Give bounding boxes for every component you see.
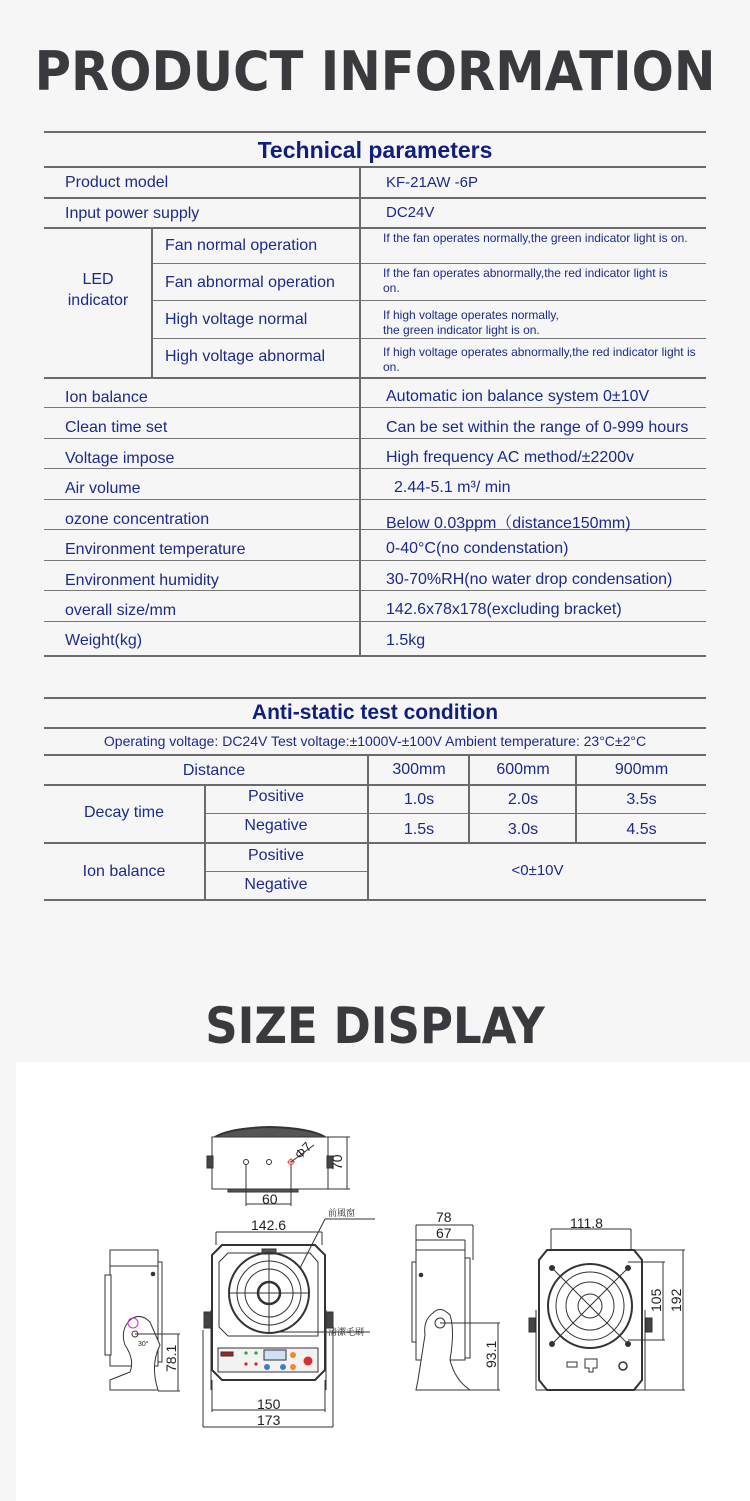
row-value: 2.44-5.1 m³/ min	[394, 479, 511, 496]
svg-text:78.1: 78.1	[163, 1344, 179, 1372]
ion-negative-label: Negative	[244, 876, 308, 893]
led-item-label: High voltage normal	[165, 311, 308, 328]
svg-text:67: 67	[436, 1225, 452, 1241]
led-item-label: Fan normal operation	[165, 237, 318, 254]
row-value: Automatic ion balance system 0±10V	[386, 388, 650, 405]
size-drawing-panel	[16, 1062, 750, 1501]
row-label: Weight(kg)	[65, 632, 143, 649]
row-label-product-model: Product model	[65, 174, 169, 191]
led-item-value	[383, 308, 703, 338]
decay-positive-label: Positive	[247, 788, 305, 805]
row-value: 1.5kg	[386, 632, 426, 649]
led-indicator-group-label	[44, 269, 152, 311]
distance-900: 900mm	[614, 761, 669, 778]
dim-front-width: 142.6	[251, 1217, 287, 1233]
row-label: overall size/mm	[65, 602, 177, 619]
row-label: Voltage impose	[65, 450, 175, 467]
row-label: Environment humidity	[65, 572, 219, 589]
ion-balance-label: Ion balance	[82, 863, 166, 880]
ion-balance-value: <0±10V	[511, 862, 564, 879]
svg-text:192: 192	[668, 1288, 684, 1312]
led-label-line2: indicator	[67, 292, 129, 309]
row-value: 30-70%RH(no water drop condensation)	[386, 571, 673, 588]
led-item-value: If the fan operates abnormally,the red indicator light is on.	[383, 266, 668, 295]
decay-value: 4.5s	[626, 821, 657, 838]
svg-text:30°: 30°	[138, 1341, 149, 1348]
svg-text:105: 105	[648, 1288, 664, 1312]
svg-text:150: 150	[257, 1396, 281, 1412]
ion-positive-label: Positive	[247, 847, 305, 864]
distance-600: 600mm	[496, 761, 550, 778]
row-label: Air volume	[65, 480, 141, 497]
row-value: 0-40°C(no condenstation)	[386, 540, 569, 557]
decay-value: 1.5s	[403, 821, 435, 838]
decay-value: 3.0s	[507, 821, 539, 838]
row-label-input-power: Input power supply	[65, 205, 200, 222]
distance-300: 300mm	[392, 761, 446, 778]
row-label: Environment temperature	[65, 541, 246, 558]
decay-value: 3.5s	[626, 791, 657, 808]
section-title-size-display: SIZE DISPLAY	[205, 997, 545, 1055]
row-value-product-model: KF-21AW -6P	[386, 174, 478, 191]
led-item-label: High voltage abnormal	[165, 348, 326, 365]
row-label: Clean time set	[65, 419, 168, 436]
row-value: Below 0.03ppm（distance150mm)	[386, 515, 631, 532]
decay-negative-label: Negative	[244, 817, 308, 834]
anti-static-test-table	[44, 697, 706, 902]
distance-header: Distance	[182, 762, 246, 779]
led-item-label: Fan abnormal operation	[165, 274, 335, 291]
svg-text:173: 173	[257, 1412, 281, 1428]
row-value: High frequency AC method/±2200v	[386, 449, 635, 466]
led-item-value: If high voltage operates abnormally,the red indicator light is on.	[383, 345, 696, 374]
table-caption: Anti-static test condition	[251, 701, 499, 724]
led-value-line1: If high voltage operates normally,	[383, 308, 559, 322]
page-title: PRODUCT INFORMATION	[34, 40, 716, 103]
front-view-drawing	[203, 1219, 375, 1427]
technical-parameters-table	[44, 131, 706, 661]
table-caption: Technical parameters	[257, 137, 493, 163]
row-label: Ion balance	[65, 389, 148, 406]
svg-text:93.1: 93.1	[483, 1340, 499, 1368]
svg-text:前風窗: 前風窗	[328, 1208, 356, 1218]
decay-value: 2.0s	[507, 791, 539, 808]
decay-time-label: Decay time	[83, 804, 165, 821]
row-value: 142.6x78x178(excluding bracket)	[386, 601, 622, 618]
led-item-value: If the fan operates normally,the green indicator light is on.	[383, 231, 688, 245]
test-conditions: Operating voltage: DC24V Test voltage:±1000V-±100V Ambient temperature: 23°C±2°C	[103, 733, 647, 749]
led-value-line2: the green indicator light is on.	[383, 323, 540, 337]
row-value-input-power: DC24V	[386, 204, 435, 221]
decay-value: 1.0s	[403, 791, 435, 808]
svg-text:70: 70	[329, 1154, 345, 1170]
svg-text:清潔毛刷: 清潔毛刷	[328, 1327, 365, 1337]
row-value: Can be set within the range of 0-999 hours	[386, 419, 689, 436]
svg-text:Φ7: Φ7	[291, 1139, 315, 1163]
svg-text:111.8: 111.8	[570, 1215, 603, 1231]
svg-text:78: 78	[436, 1209, 452, 1225]
row-label: ozone concentration	[65, 511, 210, 528]
dim-hole-spacing: 60	[262, 1191, 278, 1207]
led-label-line1: LED	[82, 271, 114, 288]
